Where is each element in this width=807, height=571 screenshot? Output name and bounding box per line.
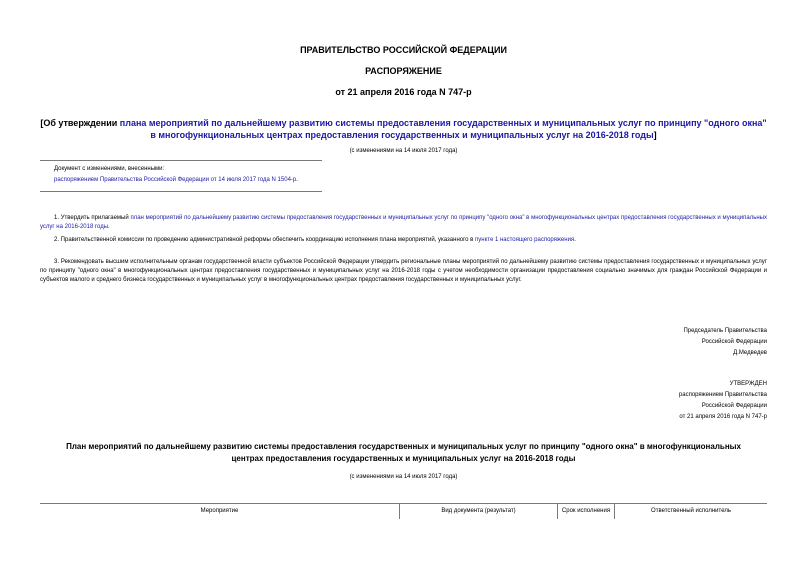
signature-block [683,326,767,359]
signature-country: Российской Федерации [701,339,767,345]
signature-name: Д.Медведев [733,350,767,356]
column-header-responsible: Ответственный исполнитель [615,504,768,520]
approval-stamp [679,379,767,423]
title-close-bracket: ] [653,130,657,140]
column-header-deadline: Срок исполнения [558,504,615,520]
approval-line-2: распоряжением Правительства [678,392,767,398]
plan-title: План мероприятий по дальнейшему развитию системы предоставления государственных и муниципальных услуг по принципу "одного окна" в многофункциональных центрах предоставления государственных и муниципальных услуг на 2016-2018 годы [66,442,741,463]
amendments-link[interactable]: распоряжением Правительства Российской Федерации от 14 июля 2017 года N 1504-р [54,177,297,183]
paragraph-3 [40,258,767,285]
paragraph-1 [40,214,767,232]
amendments-entry [54,176,298,185]
signature-position: Председатель Правительства [683,328,767,334]
plan-changes-note: (с изменениями на 14 июля 2017 года) [349,474,458,480]
approval-date: от 21 апреля 2016 года N 747-р [679,414,767,420]
title-link[interactable]: плана мероприятий по дальнейшему развитию системы предоставления государственных и муниципальных услуг по принципу "одного окна" в многофункциональных центрах предоставления государственных и муниципальных услуг на 2016-2018 годы [119,118,767,140]
paragraph-1-suffix: . [108,224,110,230]
paragraph-2-prefix: 2. Правительственной комиссии по проведению административной реформы обеспечить координацию исполнения плана мероприятий, указанного в [54,237,476,243]
title-prefix: Об утверждении [43,118,120,128]
plan-table-header-row [40,504,767,520]
title-changes-note: (с изменениями на 14 июля 2017 года) [349,148,458,154]
clause-1-link[interactable]: пункте 1 настоящего распоряжения [475,237,575,243]
plan-link[interactable]: план мероприятий по дальнейшему развитию системы предоставления государственных и муниципальных услуг по принципу "одного окна" в многофункциональных центрах предоставления государственных и муниципальных услуг на 2016-2018 годы [40,215,767,230]
column-header-activity: Мероприятие [40,504,400,520]
document-title [40,117,767,141]
government-heading: ПРАВИТЕЛЬСТВО РОССИЙСКОЙ ФЕДЕРАЦИИ [300,45,507,55]
paragraph-1-prefix: 1. Утвердить прилагаемый [54,215,131,221]
approval-line-3: Российской Федерации [701,403,767,409]
plan-table [40,503,767,519]
amendments-suffix: . [296,177,298,183]
amendments-top-divider [40,160,322,161]
title-open-bracket: [ [40,118,44,128]
paragraph-3-text: 3. Рекомендовать высшим исполнительным органам государственной власти субъектов Российской Федерации утвердить региональные планы мероприятий по дальнейшему развитию системы предоставления государственных и муниципальных услуг по принципу "одного окна" в многофункциональных центрах предоставления государственных и муниципальных услуг на 2016-2018 годы с учетом необходимости организации предоставления социально значимых для граждан Российской Федерации и субъектов малого и среднего бизнеса государственных и муниципальных услуг в многофункциональных центрах предоставления государственных и муниципальных услуг. [40,259,767,283]
document-type: РАСПОРЯЖЕНИЕ [365,66,442,76]
paragraph-2 [40,236,767,245]
column-header-document-type: Вид документа (результат) [400,504,558,520]
amendments-bottom-divider [40,191,322,192]
paragraph-2-suffix: . [574,237,576,243]
approval-label: УТВЕРЖДЕН [729,381,767,387]
document-date: от 21 апреля 2016 года N 747-р [335,87,472,97]
amendments-label: Документ с изменениями, внесенными: [54,166,165,172]
